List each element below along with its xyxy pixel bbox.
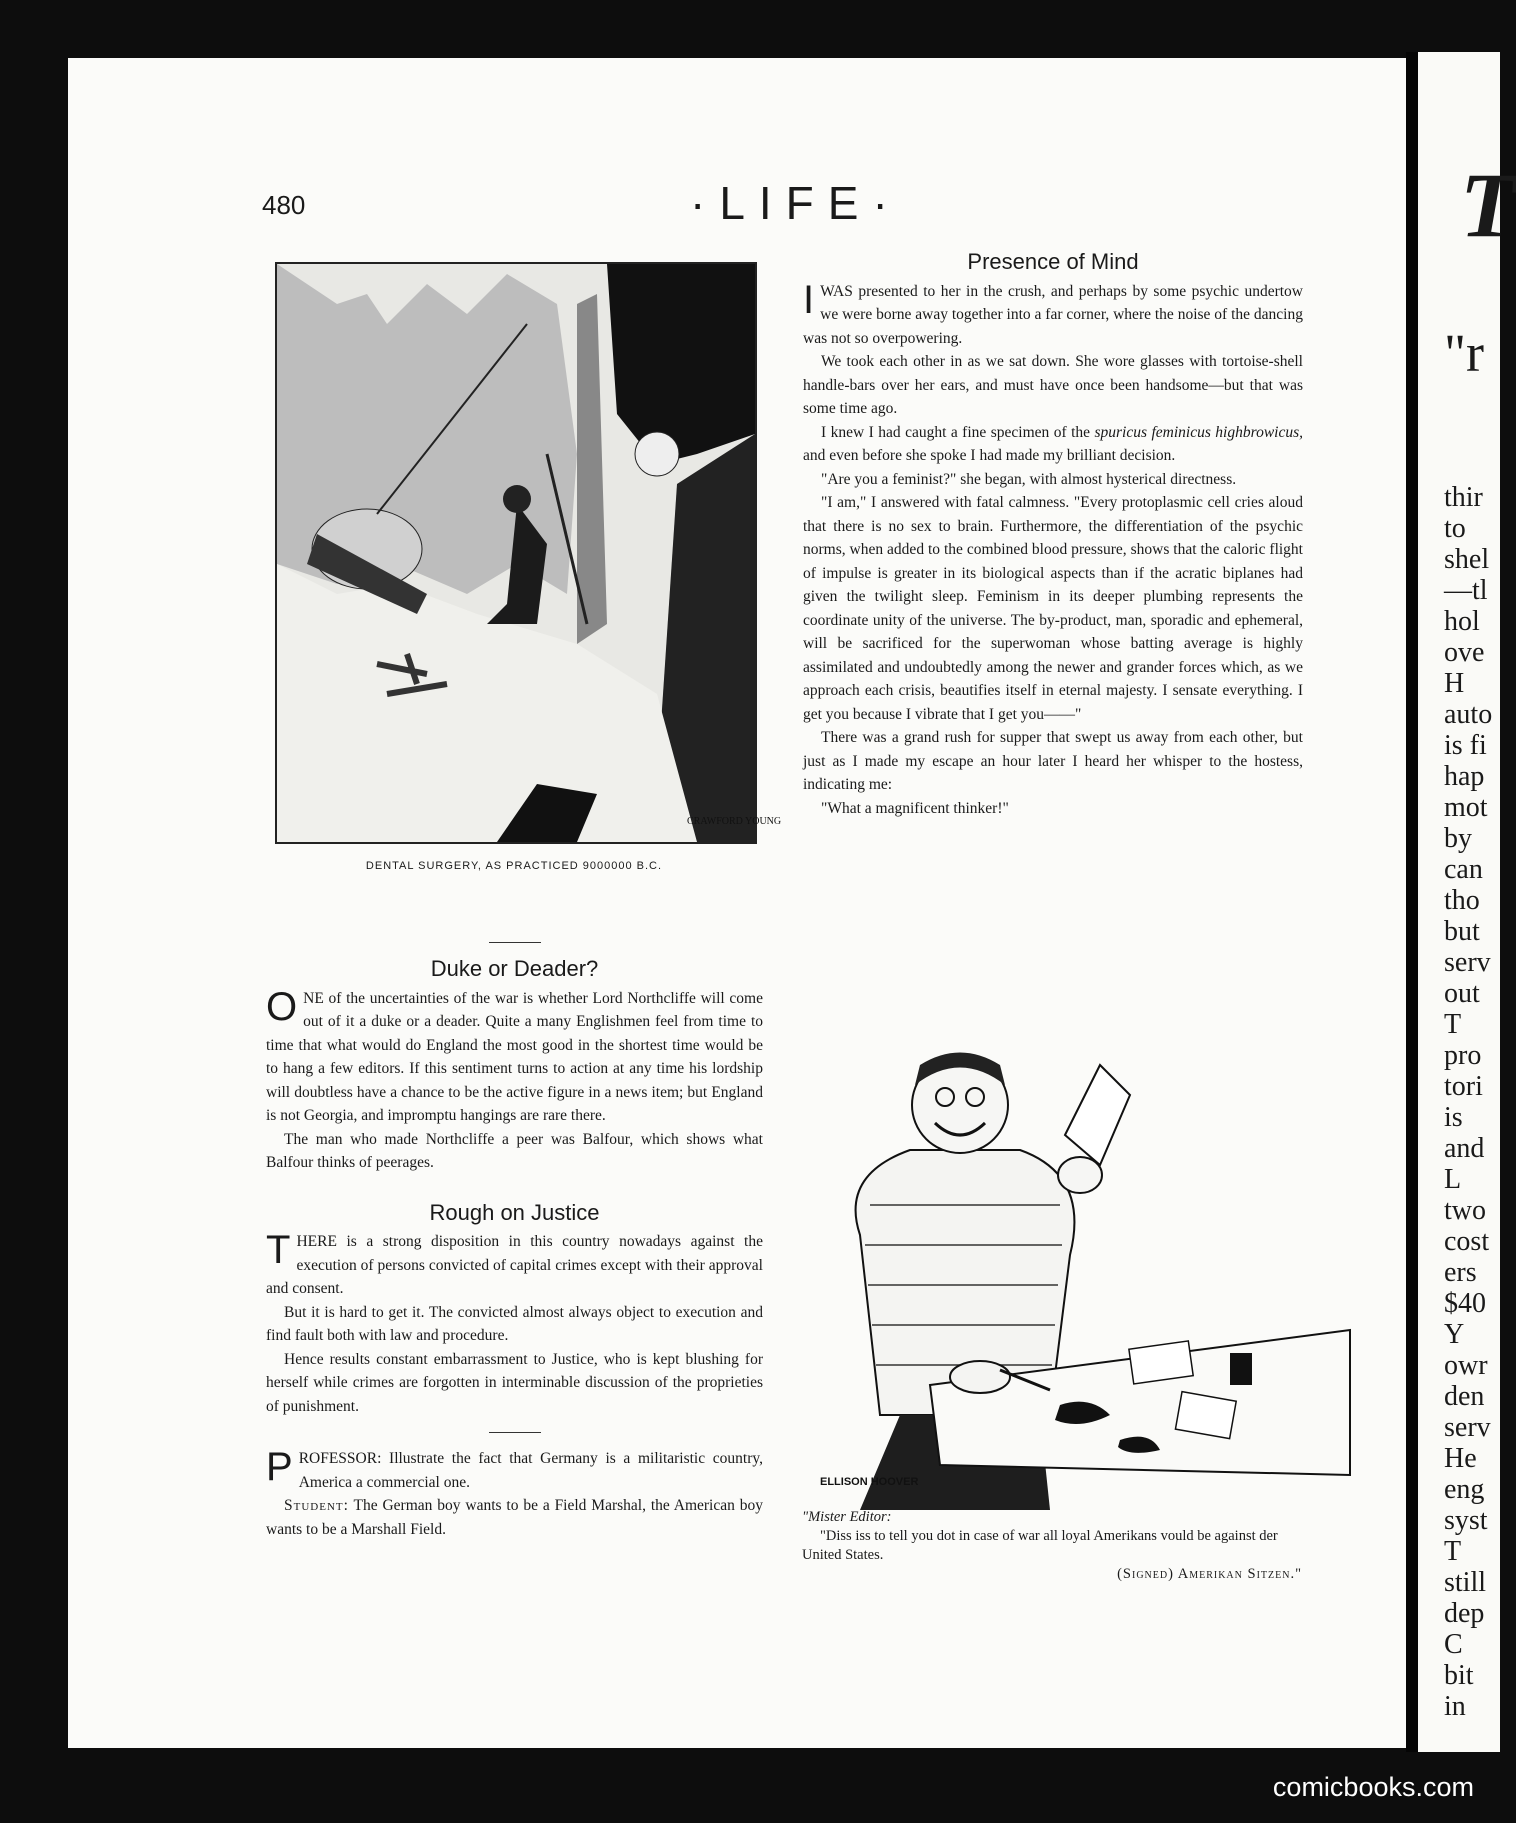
- facing-page-line: pro: [1444, 1040, 1482, 1071]
- facing-page-line: hap: [1444, 761, 1485, 792]
- drop-cap: O: [266, 984, 298, 1029]
- speaker-label: Student:: [284, 1497, 349, 1514]
- facing-page-line: to: [1444, 513, 1466, 544]
- facing-page-line: in: [1444, 1691, 1466, 1722]
- article-paragraph: "Are you a feminist?" she began, with almost hysterical directness.: [821, 470, 1237, 488]
- facing-page-line: serv: [1444, 947, 1491, 978]
- facing-page: [1418, 52, 1516, 1752]
- article-paragraph: HERE is a strong disposition in this country nowadays against the execution of persons convicted of capital crimes except with their approval and consent.: [266, 1233, 763, 1297]
- caption-signature: (Signed) Amerikan Sitzen.": [1117, 1566, 1302, 1582]
- right-column: [803, 250, 1303, 820]
- facing-page-line: —tl: [1444, 575, 1488, 606]
- article-paragraph: The man who made Northcliffe a peer was Balfour, which shows what Balfour thinks of peerages.: [266, 1130, 763, 1171]
- facing-page-line: two: [1444, 1195, 1486, 1226]
- facing-page-line: C: [1444, 1629, 1463, 1660]
- article-paragraph: The German boy wants to be a Field Marshal, the American boy wants to be a Marshall Field.: [266, 1497, 763, 1538]
- article-title-rough: Rough on Justice: [429, 1199, 600, 1225]
- divider: [489, 1432, 541, 1433]
- facing-page-line: shel: [1444, 544, 1490, 575]
- article-paragraph: "What a magnificent thinker!": [821, 799, 1009, 817]
- facing-page-line: thir: [1444, 482, 1483, 513]
- facing-page-line: tho: [1444, 885, 1480, 916]
- facing-page-line: L: [1444, 1164, 1462, 1195]
- editor-cartoon: [800, 1055, 1350, 1510]
- cartoon-signature: ELLISON HOOVER: [820, 1476, 919, 1488]
- facing-page-line: $40: [1444, 1288, 1486, 1319]
- article-text: and even before she spoke I had made my brilliant decision.: [803, 447, 1176, 464]
- article-text: I knew I had caught a fine specimen of the: [821, 423, 1095, 441]
- facing-page-line: is fi: [1444, 730, 1487, 761]
- article-paragraph: WAS presented to her in the crush, and perhaps by some psychic undertow we were borne away together into a far corner, where the noise of the dancing was not so overpowering.: [803, 282, 1303, 347]
- facing-page-line: ove: [1444, 637, 1485, 668]
- facing-page-line: Y: [1444, 1319, 1465, 1350]
- facing-page-line: mot: [1444, 792, 1488, 823]
- illustration-caption: DENTAL SURGERY, AS PRACTICED 9000000 B.C.: [365, 860, 663, 872]
- cartoon-drawing: [800, 1055, 1350, 1510]
- caption-salutation: "Mister Editor:: [802, 1509, 892, 1525]
- drop-cap: P: [266, 1445, 293, 1489]
- facing-page-line: and: [1444, 1133, 1485, 1164]
- dental-surgery-illustration: [275, 262, 782, 844]
- facing-page-line: den: [1444, 1381, 1485, 1412]
- drop-cap: I: [803, 277, 815, 322]
- facing-page-line: still: [1444, 1567, 1487, 1598]
- facing-page-line: H: [1444, 668, 1465, 699]
- watermark: comicbooks.com: [1272, 1772, 1474, 1802]
- facing-page-line: auto: [1444, 699, 1493, 730]
- facing-page-line: but: [1444, 916, 1480, 947]
- facing-page-line: syst: [1444, 1505, 1488, 1536]
- drop-cap: T: [266, 1228, 291, 1272]
- page-number: 480: [262, 190, 306, 220]
- page-spine: [1406, 52, 1418, 1752]
- facing-page-line: owr: [1444, 1350, 1488, 1381]
- facing-page-line: by: [1444, 823, 1472, 854]
- article-paragraph: Hence results constant embarrassment to Justice, who is kept blushing for herself while crimes are forgotten in interminable discussion of the proprieties of punishment.: [266, 1350, 763, 1415]
- article-paragraph: "I am," I answered with fatal calmness. "Every protoplasmic cell cries aloud that there is no sex to brain. Furthermore, the differentiation of the psychic norms, when added to the combined blood pressure, shows that the caloric flight of impulse is greater in its biological aspects than if the acratic biplanes had given the twilight sleep. Feminism in its deeper plumbing represents the coordinate unity of the universe. The by-product, man, sporadic and ephemeral, will be sacrificed for the superwoman whose batting average is highly assimilated and undoubtedly among the newer and grander forces which, as we approach each crisis, beautifies itself in eternal majesty. I sensate everything. I get you because I vibrate that I get you——": [803, 494, 1303, 723]
- facing-page-line: ers: [1444, 1257, 1477, 1288]
- article-paragraph: We took each other in as we sat down. She wore glasses with tortoise-shell handle-bars over her ears, and must have once been handsome—but that was some time ago.: [803, 353, 1303, 417]
- left-column: [266, 928, 763, 1541]
- facing-page-line: eng: [1444, 1474, 1485, 1505]
- facing-page-line: bit: [1444, 1660, 1474, 1691]
- facing-page-line: T: [1444, 1009, 1462, 1040]
- divider: [489, 942, 541, 943]
- article-title-duke: Duke or Deader?: [430, 956, 599, 981]
- article-paragraph: ROFESSOR: Illustrate the fact that Germany is a militaristic country, America a commercial one.: [298, 1450, 763, 1491]
- facing-page-line: hol: [1444, 606, 1480, 637]
- caption-body: "Diss iss to tell you dot in case of war all loyal Amerikans vould be against der United States.: [802, 1528, 1278, 1563]
- article-title-presence: Presence of Mind: [967, 249, 1139, 274]
- facing-page-line: tori: [1444, 1071, 1483, 1102]
- facing-page-line: He: [1444, 1443, 1477, 1474]
- latin-phrase: spuricus feminicus highbrowicus,: [1094, 423, 1304, 441]
- facing-page-line: can: [1444, 854, 1483, 885]
- facing-page-title-letter: T: [1460, 154, 1516, 256]
- masthead: ·LIFE·: [690, 177, 902, 229]
- facing-page-line: is: [1444, 1102, 1463, 1133]
- article-paragraph: There was a grand rush for supper that swept us away from each other, but just as I made my escape an hour later I heard her whisper to the hostess, indicating me:: [803, 729, 1303, 793]
- facing-page-line: out: [1444, 978, 1480, 1009]
- facing-page-line: cost: [1444, 1226, 1490, 1257]
- illustration-signature: CRAWFORD YOUNG: [687, 816, 782, 827]
- article-paragraph: But it is hard to get it. The convicted almost always object to execution and find fault both with law and procedure.: [266, 1303, 763, 1344]
- facing-page-quote: "r: [1444, 323, 1485, 383]
- facing-page-line: dep: [1444, 1598, 1485, 1629]
- facing-page-line: T: [1444, 1536, 1462, 1567]
- article-paragraph: NE of the uncertainties of the war is whether Lord Northcliffe will come out of it a duke or a deader. Quite a many Englishmen feel from time to time that what would do England the most good in the shortest time would be to hang a few editors. If this sentiment turns to action at any time his lordship will doubtless have a chance to be the active figure in a news item; but England is not Georgia, and impromptu hangings are rare there.: [266, 989, 763, 1124]
- cartoon-caption: [802, 1508, 1302, 1584]
- facing-page-line: serv: [1444, 1412, 1491, 1443]
- cave-scene-drawing: [277, 264, 782, 842]
